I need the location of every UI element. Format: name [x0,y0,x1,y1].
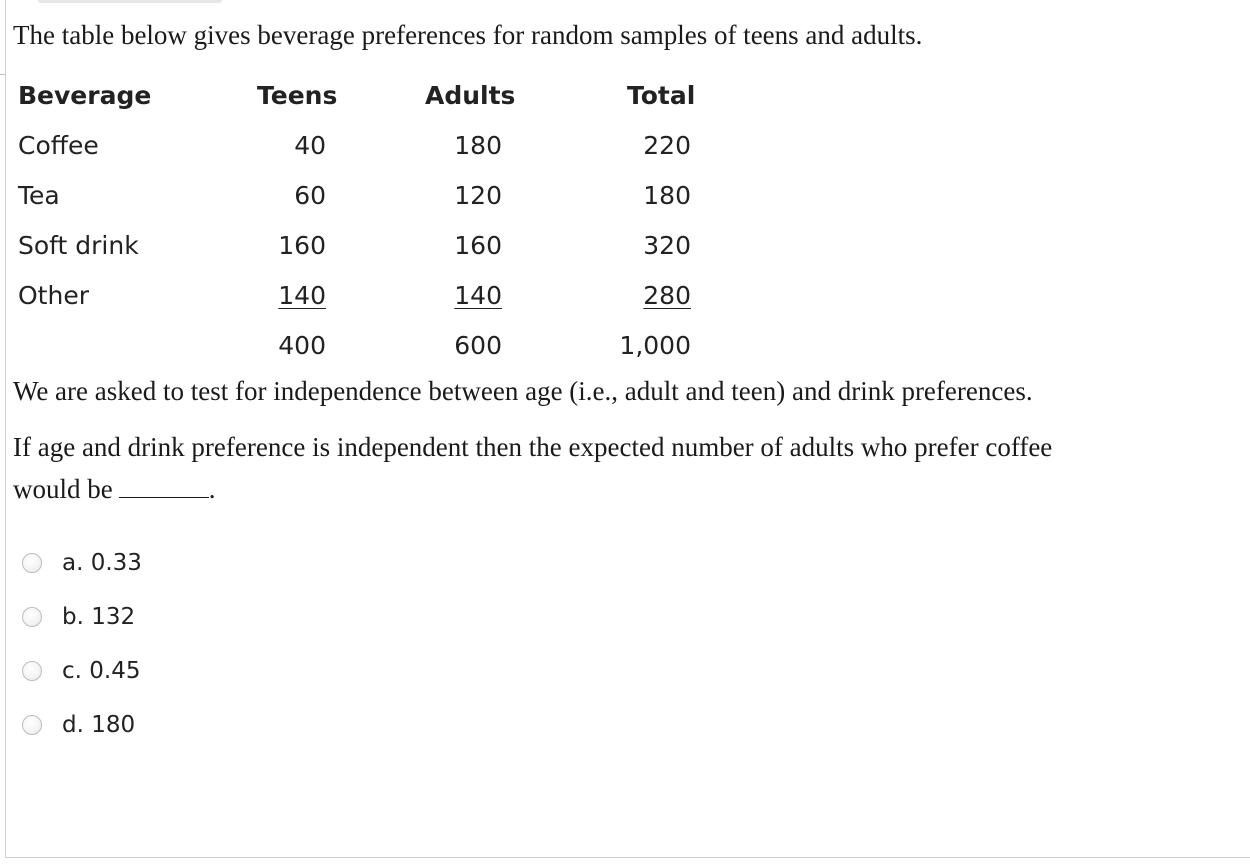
table-cell-beverage: Coffee [18,131,99,160]
answer-options [22,536,142,752]
table-total-adults: 600 [454,331,502,360]
option-d[interactable] [22,698,142,752]
table-cell-adults: 160 [454,231,502,260]
option-label: a. 0.33 [62,550,142,576]
bottom-border [5,857,1250,858]
top-tab-decoration [38,0,222,3]
question-prompt-lead: would be [13,474,113,504]
table-cell-teens: 60 [294,181,326,210]
option-label: d. 180 [62,712,136,738]
radio-button[interactable] [22,553,42,573]
table-cell-teens: 160 [278,231,326,260]
table-cell-beverage: Other [18,281,89,310]
question-prompt-period: . [208,474,216,504]
option-label: c. 0.45 [62,658,141,684]
table-cell-total: 280 [643,281,691,310]
table-cell-total: 220 [643,131,691,160]
radio-button[interactable] [22,661,42,681]
option-a[interactable] [22,536,142,590]
left-border [5,0,6,858]
table-header-beverage: Beverage [18,81,152,110]
table-header-adults: Adults [425,81,516,110]
question-independence-text: We are asked to test for independence between age (i.e., adult and teen) and drink preferences. [13,376,1033,406]
question-prompt-line1: If age and drink preference is independent then the expected number of adults who prefer coffee [13,432,1053,462]
table-cell-teens: 40 [294,131,326,160]
option-c[interactable] [22,644,142,698]
table-cell-adults: 180 [454,131,502,160]
table-cell-total: 320 [643,231,691,260]
table-cell-beverage: Tea [18,181,60,210]
table-cell-adults: 120 [454,181,502,210]
option-label: b. 132 [62,604,136,630]
radio-button[interactable] [22,715,42,735]
table-total-total: 1,000 [619,331,691,360]
table-cell-adults: 140 [454,281,502,310]
question-intro: The table below gives beverage preferences for random samples of teens and adults. [13,20,923,50]
answer-blank [119,471,209,498]
question-prompt [13,426,1233,510]
table-cell-beverage: Soft drink [18,231,139,260]
radio-button[interactable] [22,607,42,627]
table-total-teens: 400 [278,331,326,360]
table-header-teens: Teens [257,81,338,110]
question-prompt-line2 [13,468,1233,510]
table-cell-total: 180 [643,181,691,210]
left-border-tick [0,74,5,75]
option-b[interactable] [22,590,142,644]
table-header-total: Total [627,81,696,110]
table-cell-teens: 140 [278,281,326,310]
